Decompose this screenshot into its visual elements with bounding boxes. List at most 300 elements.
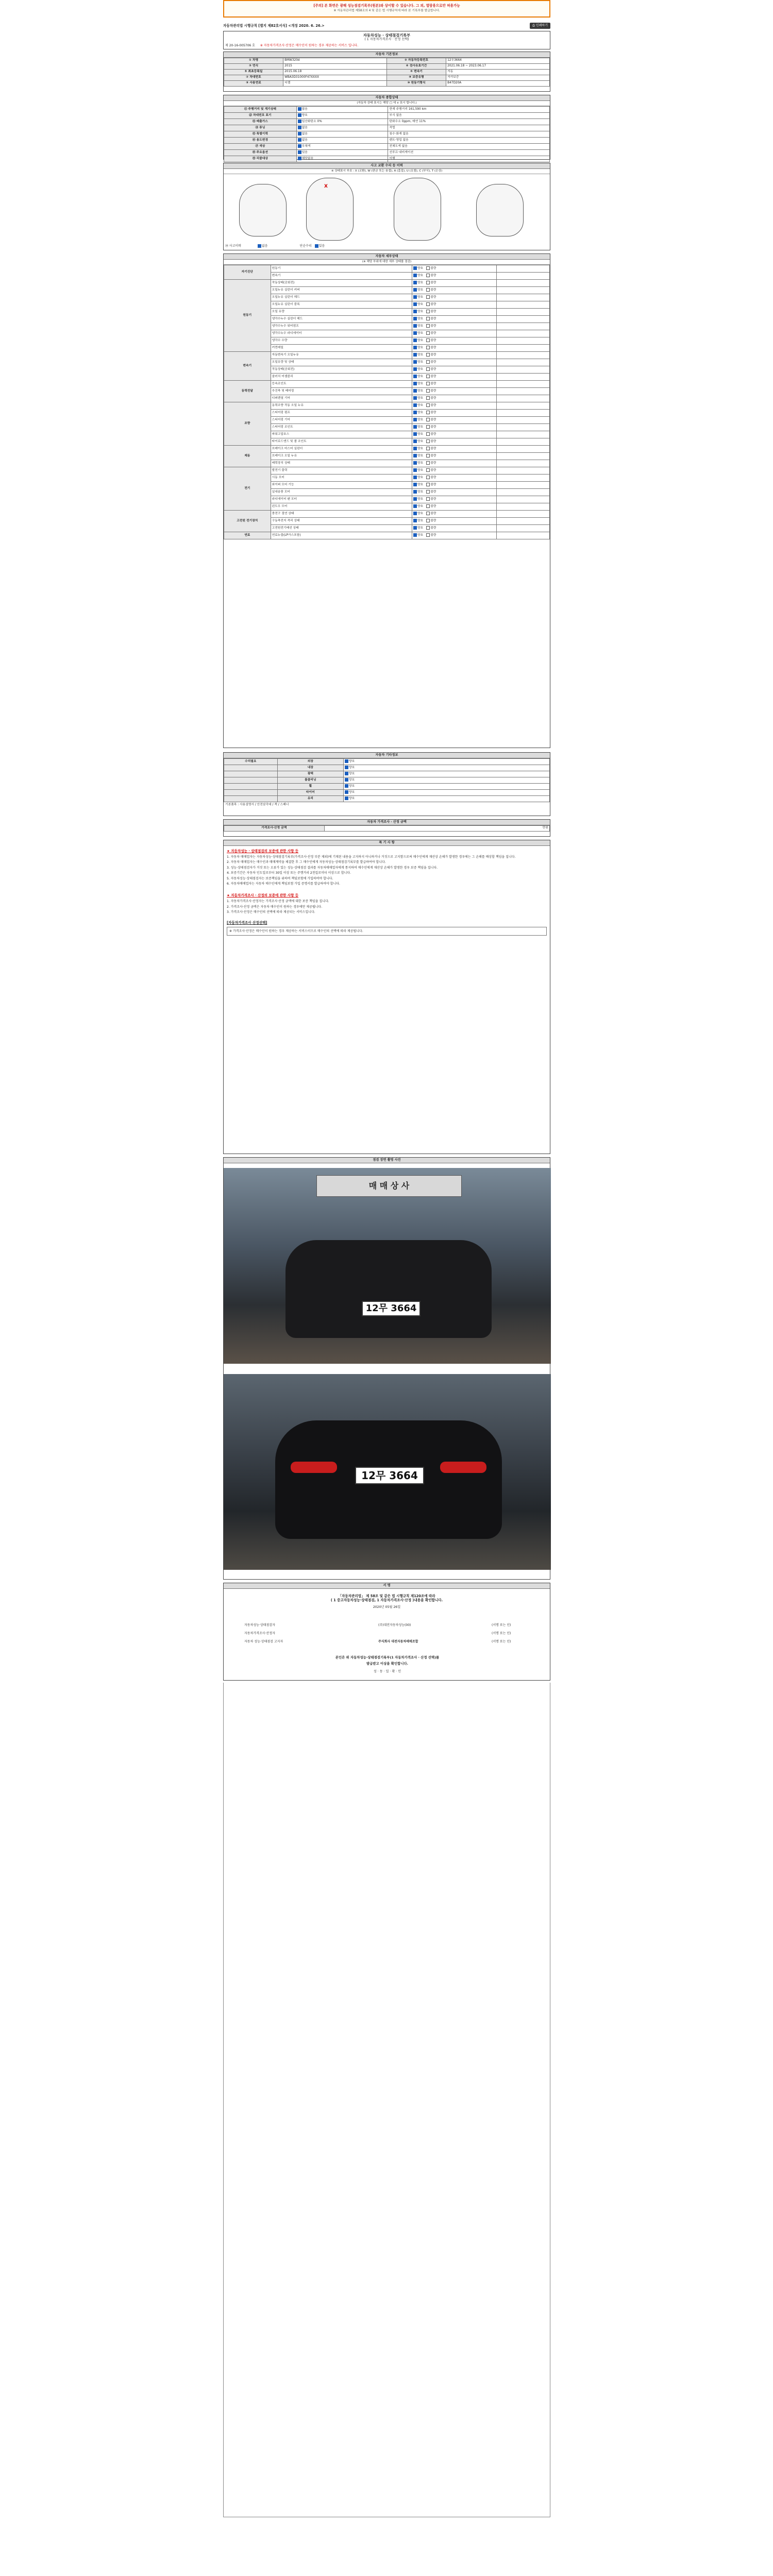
detail-note [497, 279, 550, 286]
detail-status [412, 308, 497, 315]
diagram-section [223, 163, 550, 250]
status-bad-checkbox [426, 317, 430, 320]
condition-row [224, 106, 550, 112]
detail-group-label: 동력전달 [224, 380, 271, 402]
condition-row [224, 156, 550, 162]
extra-row [224, 777, 550, 783]
status-bad-checkbox [426, 288, 430, 292]
condition-state [296, 156, 388, 162]
detail-item-label: 디퍼렌셜 기어 [271, 395, 412, 402]
status-good-checkbox [413, 288, 417, 292]
status-good-text: 양호 [417, 339, 424, 343]
condition-detail: 선루프·내비게이션 [388, 149, 550, 156]
status-good-checkbox [413, 360, 417, 364]
status-bad-checkbox [426, 512, 430, 515]
price-section [223, 819, 550, 837]
status-good-checkbox [413, 468, 417, 472]
detail-note [497, 344, 550, 351]
extra-cell [343, 765, 549, 771]
detail-note [497, 496, 550, 503]
status-good-checkbox [413, 324, 417, 328]
status-good-text: 양호 [417, 353, 424, 357]
status-good-checkbox [413, 353, 417, 357]
basic-info-section [223, 52, 550, 92]
detail-note [497, 416, 550, 423]
detail-item-label: 고전원전기배선 상태 [271, 524, 412, 532]
condition-checkbox [298, 144, 301, 148]
basic-label: ④ 검사유효기간 [386, 63, 446, 69]
status-bad-checkbox [426, 403, 430, 407]
basic-value: BMW320d [283, 58, 387, 63]
basic-label: ⑤ 최초등록일 [224, 69, 283, 75]
status-good-checkbox [413, 461, 417, 465]
extra-checkbox [345, 790, 348, 794]
status-bad-text: 불량 [430, 454, 436, 458]
extra-value: 양호 [348, 760, 355, 764]
extra-cell: 타이어 [277, 789, 343, 795]
detail-row [224, 524, 550, 532]
basic-row [224, 75, 550, 80]
signature-footer3: 성 · 동 · 일 · 확 · 인 [373, 1670, 401, 1673]
detail-status [412, 452, 497, 460]
status-good-checkbox [413, 281, 417, 284]
extra-cell: 유리 [277, 795, 343, 802]
detail-item-label: 오일유량 및 상태 [271, 359, 412, 366]
detail-status [412, 460, 497, 467]
condition-detail: 탄화수소 0ppm, 매연 11% [388, 118, 550, 125]
condition-state-text: 일산화탄소 0% [301, 120, 322, 124]
detail-group-label: 조향 [224, 402, 271, 445]
detail-note [497, 510, 550, 517]
notes-price-list [227, 900, 547, 914]
price-unit: 만원 [324, 825, 549, 831]
inspection-photo-rear [224, 1374, 551, 1570]
extra-checkbox [345, 772, 348, 775]
condition-checkbox [298, 120, 301, 123]
status-good-checkbox [413, 266, 417, 270]
detail-note [497, 387, 550, 395]
car-top-rear-diagram [394, 178, 441, 241]
detail-item-label: 작동상태(공회전) [271, 366, 412, 373]
detail-note [497, 359, 550, 366]
detail-note [497, 503, 550, 510]
status-good-text: 양호 [417, 505, 424, 509]
license-plate-front: 12무 3664 [362, 1301, 421, 1316]
condition-checkbox [298, 157, 301, 160]
status-good-checkbox [413, 418, 417, 421]
status-bad-checkbox [426, 454, 430, 457]
form-header [223, 23, 550, 29]
extra-checkbox [345, 796, 348, 800]
detail-status [412, 467, 497, 474]
extra-value: 양호 [348, 791, 355, 794]
detail-group-label: 원동기 [224, 279, 271, 351]
extra-info-section [223, 752, 550, 816]
basic-label: ③ 연식 [224, 63, 283, 69]
detail-group-label: 자기진단 [224, 265, 271, 279]
status-good-text: 양호 [417, 476, 424, 480]
status-good-text: 양호 [417, 469, 424, 472]
status-bad-checkbox [426, 274, 430, 277]
status-bad-text: 불량 [430, 375, 436, 379]
detail-row [224, 366, 550, 373]
condition-state [296, 112, 388, 118]
detail-item-label: 추진축 및 베어링 [271, 387, 412, 395]
detail-group-label: 연료 [224, 532, 271, 539]
condition-section [223, 95, 550, 160]
status-bad-text: 불량 [430, 426, 436, 429]
detail-item-label: 작동상태(공회전) [271, 279, 412, 286]
notes-paragraph: 2. 가격조사·산정 금액은 자동차 매수인이 원하는 경우에만 제공됩니다. [227, 905, 323, 909]
print-button[interactable] [530, 23, 550, 29]
status-bad-checkbox [426, 432, 430, 436]
tail-light-left [291, 1462, 337, 1473]
basic-info-table [224, 58, 550, 87]
status-good-text: 양호 [417, 440, 424, 444]
detail-item-label: 등속조인트 [271, 380, 412, 387]
detail-note [497, 308, 550, 315]
detail-status [412, 395, 497, 402]
detail-item-label: 스티어링 조인트 [271, 423, 412, 431]
status-good-text: 양호 [417, 411, 424, 415]
status-bad-checkbox [426, 447, 430, 450]
status-good-checkbox [413, 425, 417, 429]
detail-row [224, 279, 550, 286]
status-good-checkbox [413, 454, 417, 457]
detail-status [412, 532, 497, 539]
notes-head-warranty: ★ 자동차성능 · 상태점검의 보증에 관한 사항 등 [227, 849, 299, 853]
status-good-text: 양호 [417, 317, 424, 321]
signature-text2: ( 1 중고자동차성능·상태점검, 1 자동차가격조사·산정 )내용을 확인합니다. [330, 1598, 443, 1602]
extra-cell [343, 777, 549, 783]
status-bad-checkbox [426, 281, 430, 284]
condition-row [224, 118, 550, 125]
status-good-text: 양호 [417, 397, 424, 400]
condition-label: ⑪ 주행거리 및 계기상태 [224, 106, 297, 112]
detail-row [224, 315, 550, 323]
status-good-checkbox [413, 389, 417, 393]
basic-value: 디젤 [283, 80, 387, 86]
price-header: 자동차 가격조사 · 산정 금액 [224, 820, 550, 825]
status-bad-checkbox [426, 411, 430, 414]
status-good-text: 양호 [417, 426, 424, 429]
detail-status [412, 510, 497, 517]
basic-row [224, 63, 550, 69]
condition-detail: 현재 주행거리 161,590 km [388, 106, 550, 112]
status-bad-text: 불량 [430, 462, 436, 465]
extra-cell: 광택 [277, 771, 343, 777]
condition-subtitle: (자동차 상태 표시는 해당 □ 에 ∨ 표시 합니다.) [224, 101, 550, 106]
basic-value: 2015.06.18 [283, 69, 387, 75]
status-bad-checkbox [426, 396, 430, 400]
condition-row [224, 112, 550, 118]
status-bad-checkbox [426, 375, 430, 378]
condition-label: ⑫ 차대번호 표기 [224, 112, 297, 118]
status-bad-text: 불량 [430, 289, 436, 292]
price-label: 가격조사·산정 금액 [224, 825, 325, 831]
print-button-label: 인쇄하기 [535, 24, 548, 27]
detail-item-label: 냉각수누수 라디에이터 [271, 330, 412, 337]
basic-label: ⑨ 사용연료 [224, 80, 283, 86]
notes-box-text: ※ 가격조사·산정은 매수인이 원하는 경우 제공하는 서비스이므로 매수인의 선택에 따라 제공됩니다. [227, 927, 547, 936]
detail-status [412, 301, 497, 308]
detail-group-label: 제동 [224, 445, 271, 467]
status-bad-text: 불량 [430, 317, 436, 321]
status-bad-checkbox [426, 331, 430, 335]
status-bad-checkbox [426, 468, 430, 472]
condition-label: ⑮ 특별이력 [224, 131, 297, 137]
status-bad-text: 불량 [430, 476, 436, 480]
car-side-right-diagram [476, 184, 524, 236]
detail-status [412, 344, 497, 351]
condition-state-text: 많음 [301, 108, 308, 111]
extra-value: 양호 [348, 766, 355, 770]
detail-row [224, 460, 550, 467]
document-subtitle: ( 1 자동차가격조사 · 산정 선택) [364, 38, 409, 41]
status-good-text: 양호 [417, 368, 424, 371]
extra-cell [343, 789, 549, 795]
shop-sign: 매 매 상 사 [316, 1175, 462, 1197]
status-good-text: 양호 [417, 498, 424, 501]
detail-status [412, 416, 497, 423]
photos-header: 점검 장면 촬영 사진 [224, 1158, 550, 1163]
status-good-checkbox [413, 317, 417, 320]
status-bad-text: 불량 [430, 498, 436, 501]
detail-row [224, 387, 550, 395]
basic-items: 기본품목 : 사용설명서 / 안전삼각대 / 잭 / 스패너 [225, 803, 289, 806]
status-good-checkbox [413, 411, 417, 414]
status-bad-text: 불량 [430, 296, 436, 299]
status-good-text: 양호 [417, 274, 424, 278]
condition-row [224, 137, 550, 143]
accident-label: ⑳ 사고이력 [225, 244, 242, 248]
status-bad-text: 불량 [430, 267, 436, 270]
detail-status [412, 445, 497, 452]
detail-row [224, 344, 550, 351]
detail-row [224, 265, 550, 272]
status-bad-checkbox [426, 526, 430, 530]
detail-section [223, 253, 550, 748]
condition-detail: 전체도색 없음 [388, 143, 550, 149]
status-bad-checkbox [426, 533, 430, 537]
detail-status [412, 503, 497, 510]
status-good-text: 양호 [417, 490, 424, 494]
detail-note [497, 402, 550, 409]
status-good-text: 양호 [417, 447, 424, 451]
status-good-checkbox [413, 512, 417, 515]
detail-note [497, 474, 550, 481]
detail-row [224, 301, 550, 308]
extra-value: 양호 [348, 772, 355, 776]
detail-item-label: 윈도우 모터 [271, 503, 412, 510]
status-good-checkbox [413, 439, 417, 443]
status-good-checkbox [413, 533, 417, 537]
detail-status [412, 423, 497, 431]
detail-status [412, 359, 497, 366]
extra-cell [343, 758, 549, 765]
status-bad-checkbox [426, 382, 430, 385]
detail-item-label: 연료누출(LP가스포함) [271, 532, 412, 539]
detail-item-label: 동력조향 작동 오일 누유 [271, 402, 412, 409]
detail-status [412, 323, 497, 330]
detail-status [412, 496, 497, 503]
detail-row [224, 380, 550, 387]
detail-row [224, 308, 550, 315]
status-good-checkbox [413, 519, 417, 522]
status-bad-text: 불량 [430, 490, 436, 494]
notes-paragraph: 1. 자동차 매매업자는 자동차성능·상태점검기록부(가격조사·산정 부분 제외)에 기재된 내용을 고지하지 아니하거나 거짓으로 고지함으로써 매수인에게 재산상 손해가 발생한 경우에는 그 손해를 배상할 책임을 집니다. [227, 855, 516, 859]
status-bad-checkbox [426, 295, 430, 299]
basic-row [224, 80, 550, 86]
detail-row [224, 474, 550, 481]
status-good-checkbox [413, 367, 417, 371]
notes-head-price: ★ 자동차가격조사 · 산정의 보증에 관한 사항 등 [227, 893, 299, 897]
detail-status [412, 481, 497, 488]
detail-status [412, 431, 497, 438]
detail-row [224, 496, 550, 503]
status-bad-checkbox [426, 504, 430, 508]
status-bad-checkbox [426, 310, 430, 313]
basic-info-header: 자동차 기본정보 [224, 52, 550, 58]
notes-paragraph: 6. 자동차매매업자는 자동차 매수인에게 책임보험 가입 증명서를 발급하여야 합니다. [227, 882, 340, 886]
record-number: 제 20-16-005706 호 [225, 44, 255, 47]
detail-row [224, 330, 550, 337]
status-good-text: 양호 [417, 375, 424, 379]
detail-note [497, 373, 550, 380]
notes-paragraph: 3. 성능·상태점검자가 거짓 또는 오류가 있는 성능·상태점검 결과를 자동차매매업자에게 통지하여 매수인에게 재산상 손해가 발생한 경우 보증 책임을 집니다. [227, 866, 438, 870]
status-good-checkbox [413, 504, 417, 508]
status-bad-checkbox [426, 476, 430, 479]
detail-status [412, 351, 497, 359]
condition-detail: 이행 [388, 156, 550, 162]
detail-item-label: 스티어링 펌프 [271, 409, 412, 416]
extra-info-header: 자동차 기타정보 [224, 753, 550, 758]
detail-table [224, 265, 550, 539]
status-bad-text: 불량 [430, 433, 436, 436]
status-bad-text: 불량 [430, 368, 436, 371]
detail-group-label: 고전원 전기장치 [224, 510, 271, 532]
extra-row [224, 758, 550, 765]
basic-value: WBA3D31000F47XXXX [283, 75, 387, 80]
status-good-checkbox [413, 490, 417, 494]
notes-paragraph: 1. 자동차가격조사·산정자는 가격조사·산정 금액에 대한 보증 책임을 집니다. [227, 900, 329, 904]
condition-state [296, 131, 388, 137]
basic-label: ⑧ 보증유형 [386, 75, 446, 80]
extra-cell [224, 777, 278, 783]
detail-note [497, 301, 550, 308]
signer1-label: 자동차성능·상태점검자 [244, 1623, 275, 1627]
extra-cell: 외장 [277, 758, 343, 765]
basic-value: 12무3664 [446, 58, 550, 63]
status-bad-text: 불량 [430, 512, 436, 516]
extra-row [224, 783, 550, 789]
basic-label: ① 차명 [224, 58, 283, 63]
detail-item-label: 배력장치 상태 [271, 460, 412, 467]
status-bad-text: 불량 [430, 382, 436, 386]
detail-note [497, 286, 550, 294]
warning-banner-note: ※ 자동차관리법 제58조의 4 및 같은 법 시행규칙에 따라 본 기록부를 발급합니다. [333, 9, 440, 13]
detail-row [224, 402, 550, 409]
accident-none-checkbox [258, 244, 261, 248]
notes-header: 특 기 사 항 [224, 840, 550, 846]
signature-header: 서 명 [224, 1583, 550, 1589]
detail-note [497, 272, 550, 279]
detail-item-label: 냉각수 수량 [271, 337, 412, 344]
simple-repair-value: 있음 [318, 244, 325, 248]
condition-state [296, 106, 388, 112]
detail-row [224, 438, 550, 445]
status-bad-checkbox [426, 497, 430, 501]
detail-status [412, 524, 497, 532]
form-header-title: 자동차관리법 시행규칙 [별지 제82호서식] <개정 2020. 6. 26.> [223, 24, 325, 28]
detail-item-label: 오일 유량 [271, 308, 412, 315]
detail-item-label: 와이퍼 모터 기능 [271, 481, 412, 488]
extra-cell [224, 789, 278, 795]
car-side-left-diagram [239, 184, 287, 236]
detail-row [224, 294, 550, 301]
status-good-text: 양호 [417, 519, 424, 523]
exchange-mark: X [324, 184, 328, 189]
detail-note [497, 380, 550, 387]
detail-item-label: 자동변속기 오일누유 [271, 351, 412, 359]
status-good-text: 양호 [417, 325, 424, 328]
detail-header: 자동차 세부상태 [224, 254, 550, 260]
detail-note [497, 395, 550, 402]
detail-item-label: 오일누유 실린더 헤드 [271, 294, 412, 301]
diagram-header: 사고 교환 수리 등 이력 [224, 163, 550, 169]
warning-banner-text: [주의] 본 화면은 광해 성능점검기록부(원본)와 상이할 수 있습니다. 그 외, 열람용으로만 허용가능 [313, 4, 460, 8]
status-good-checkbox [413, 382, 417, 385]
detail-status [412, 488, 497, 496]
detail-item-label: 냉각수누수 실린더 헤드 [271, 315, 412, 323]
detail-row [224, 452, 550, 460]
detail-note [497, 460, 550, 467]
detail-status [412, 330, 497, 337]
status-bad-checkbox [426, 418, 430, 421]
status-bad-checkbox [426, 425, 430, 429]
status-good-checkbox [413, 331, 417, 335]
detail-item-label: 오일누유 실린더 블록 [271, 301, 412, 308]
extra-checkbox [345, 759, 348, 763]
basic-value: 2015 [283, 63, 387, 69]
accident-value: 없음 [262, 244, 268, 248]
condition-detail: 렌트·영업 없음 [388, 137, 550, 143]
status-bad-text: 불량 [430, 469, 436, 472]
extra-checkbox [345, 766, 348, 769]
status-bad-checkbox [426, 266, 430, 270]
detail-note [497, 315, 550, 323]
detail-subtitle: (※ 해당 부위에 대한 세부 상태를 점검) [224, 260, 550, 265]
status-bad-checkbox [426, 346, 430, 349]
status-bad-checkbox [426, 461, 430, 465]
extra-cell [224, 783, 278, 789]
detail-row [224, 373, 550, 380]
status-bad-checkbox [426, 439, 430, 443]
detail-item-label: 시동 모터 [271, 474, 412, 481]
simple-repair-checkbox [315, 244, 318, 248]
detail-note [497, 366, 550, 373]
status-good-text: 양호 [417, 433, 424, 436]
extra-cell: 휠 [277, 783, 343, 789]
notes-paragraph: 5. 자동차성능·상태점검자는 보증책임을 위하여 책임보험에 가입하여야 합니다. [227, 876, 333, 880]
status-good-text: 양호 [417, 361, 424, 364]
detail-item-label: 발전기 출력 [271, 467, 412, 474]
detail-item-label: 구동축전지 격리 상태 [271, 517, 412, 524]
status-bad-text: 불량 [430, 281, 436, 285]
status-good-text: 양호 [417, 346, 424, 350]
signature-text1: 「자동차관리법」 제 58조 및 같은 법 시행규칙 제120조에 따라 [338, 1594, 435, 1598]
status-bad-text: 불량 [430, 440, 436, 444]
